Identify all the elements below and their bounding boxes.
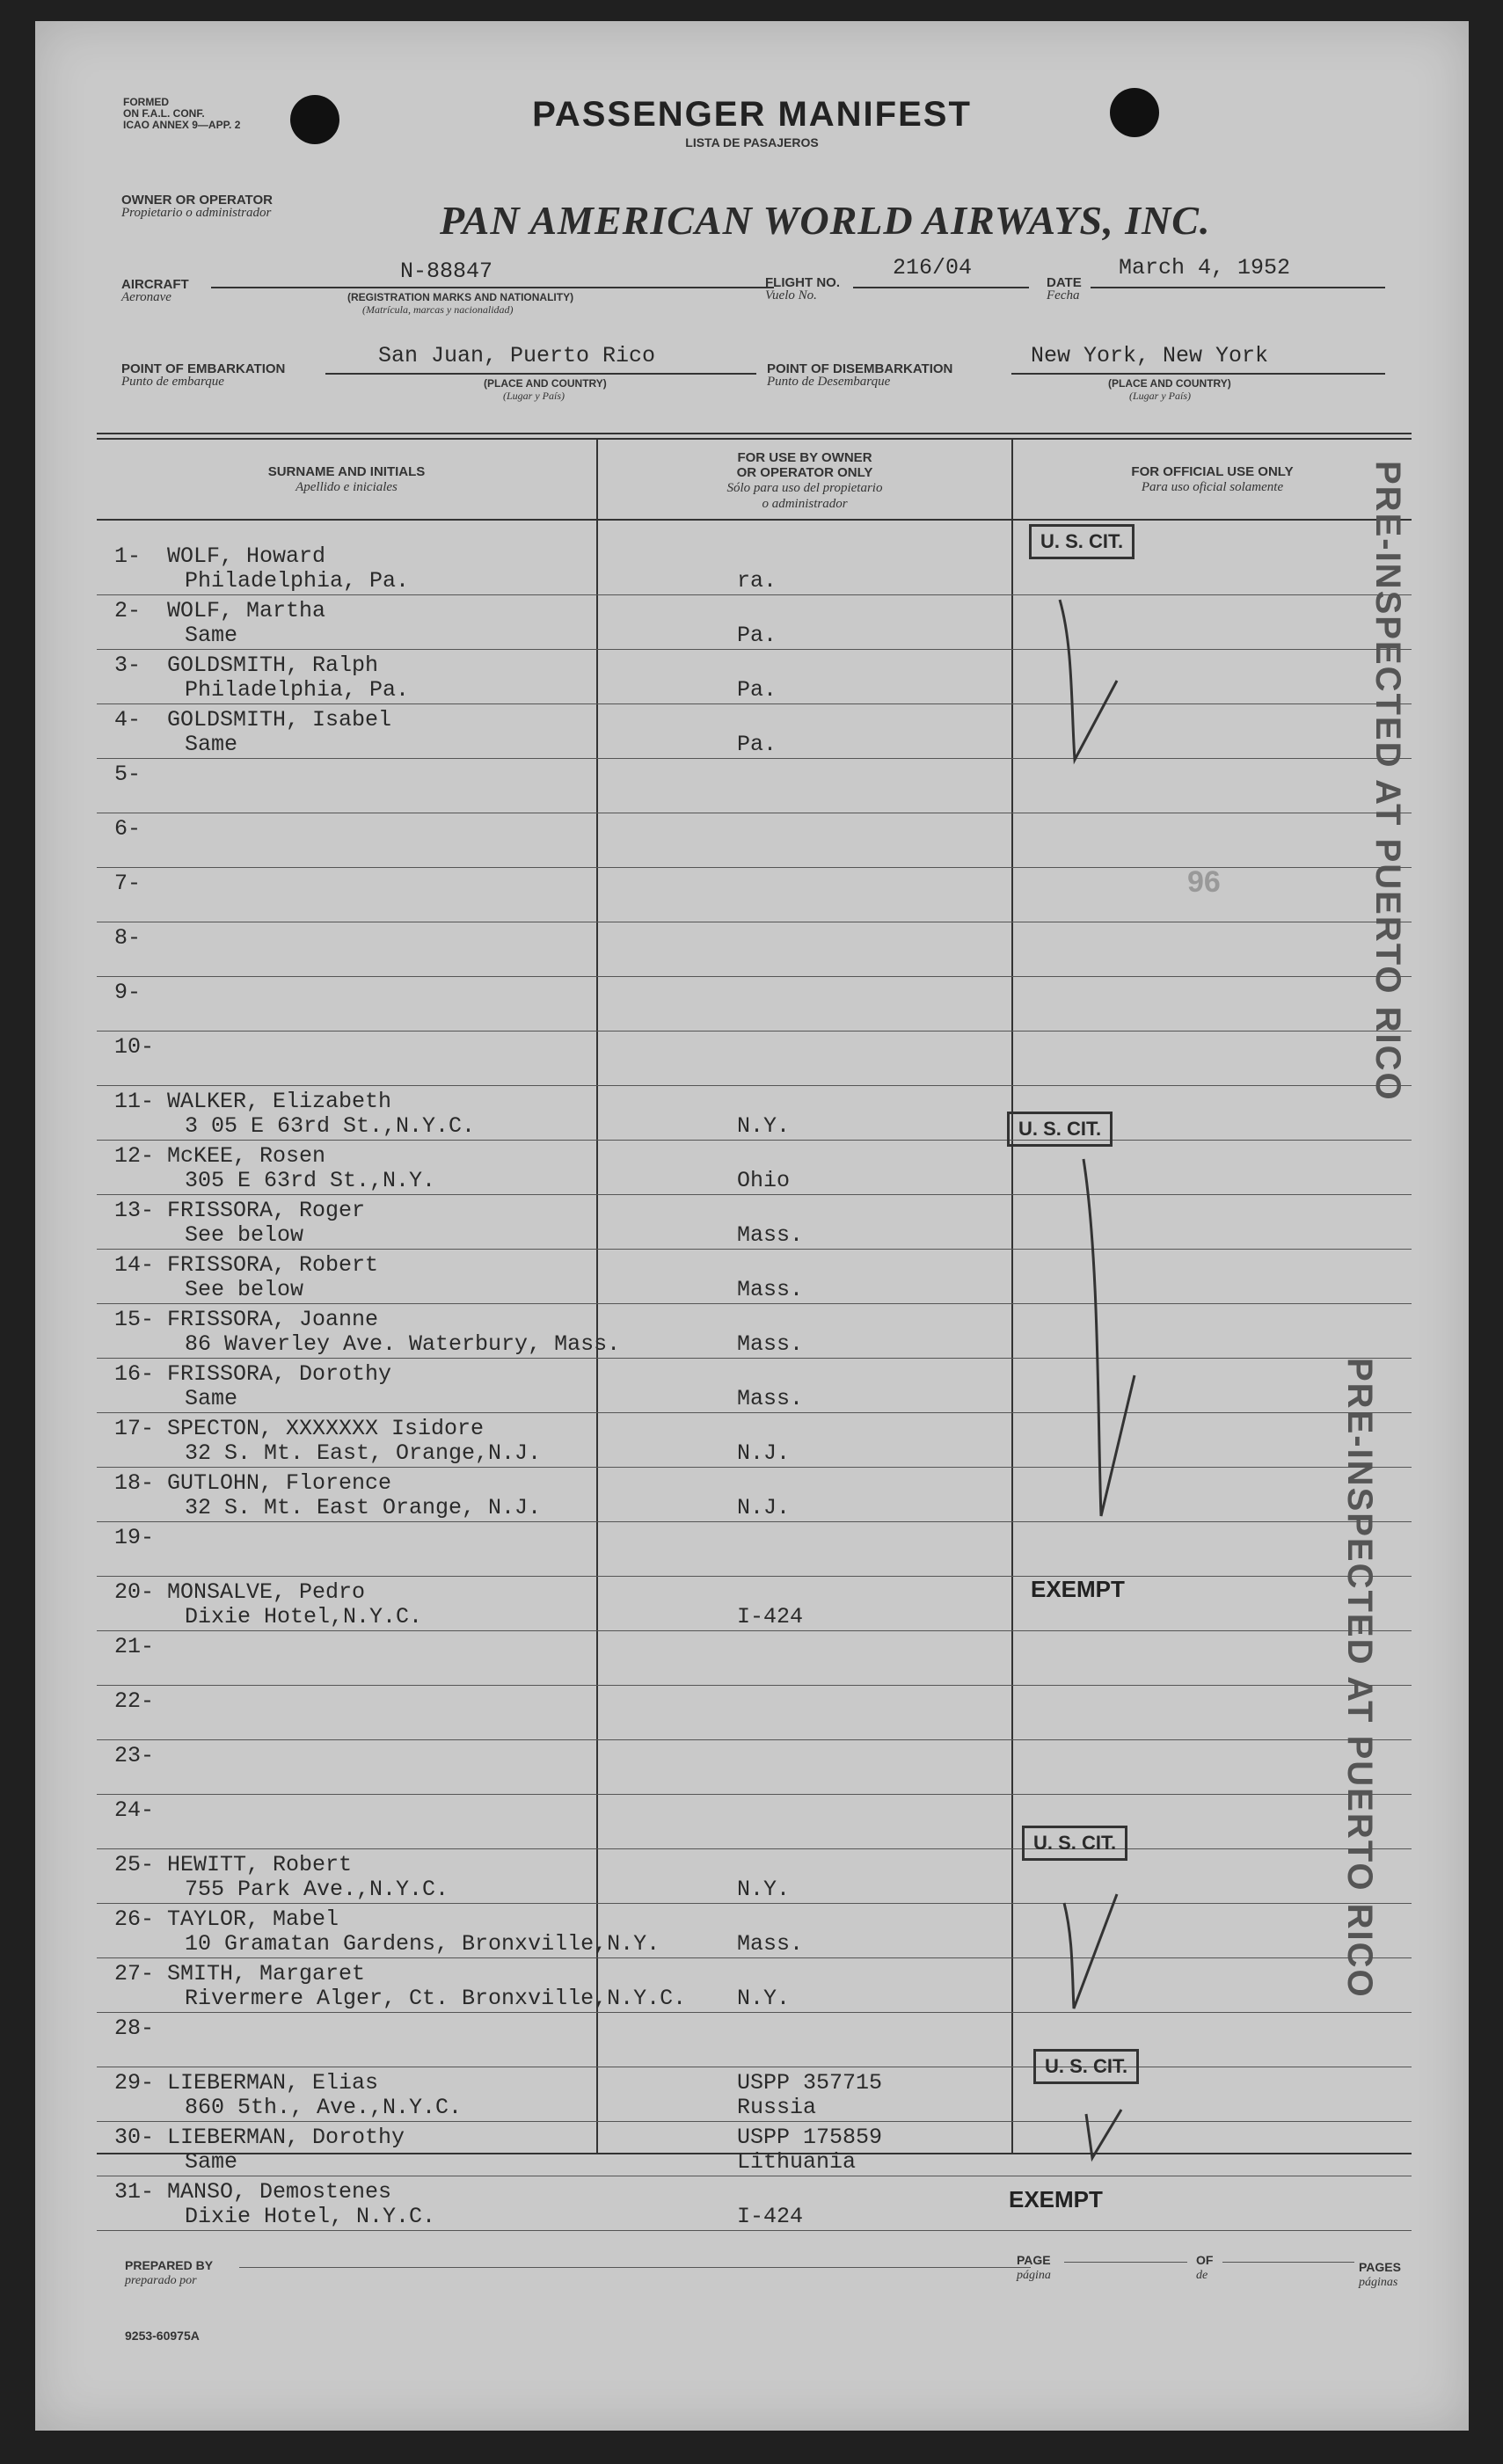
owner-use-value: Pa.	[737, 732, 777, 757]
embark-place-note: (PLACE AND COUNTRY)	[484, 377, 607, 390]
registration-note-es: (Matrícula, marcas y nacionalidad)	[362, 303, 514, 316]
passenger-name: GOLDSMITH, Isabel	[167, 707, 392, 733]
owner-use-value: N.Y.	[737, 1113, 791, 1139]
page-line	[1064, 2262, 1187, 2263]
page-label: PAGE	[1017, 2253, 1051, 2267]
column-header-surname	[97, 464, 596, 495]
pages-label-es: páginas	[1359, 2276, 1398, 2289]
passenger-address: 755 Park Ave.,N.Y.C.	[185, 1877, 449, 1902]
column-header-owner-use	[598, 450, 1011, 512]
us-cit-stamp: U. S. CIT.	[1007, 1112, 1113, 1147]
row-separator	[97, 1249, 1412, 1250]
owner-use-value: Mass.	[737, 1931, 804, 1957]
row-number: 1-	[114, 543, 142, 569]
owner-use-value: N.J.	[737, 1495, 791, 1520]
row-number: 20-	[114, 1579, 155, 1605]
passenger-address: Philadelphia, Pa.	[185, 677, 410, 703]
row-number: 24-	[114, 1797, 155, 1823]
passenger-address: 305 E 63rd St.,N.Y.	[185, 1168, 436, 1193]
aircraft-label: AIRCRAFT	[121, 277, 189, 292]
disembark-value: New York, New York	[1031, 343, 1269, 368]
row-separator	[97, 1576, 1412, 1577]
row-number: 22-	[114, 1688, 155, 1714]
exempt-stamp: EXEMPT	[1031, 1576, 1125, 1602]
passenger-name: WOLF, Howard	[167, 543, 326, 569]
header-bottom-rule	[97, 519, 1412, 521]
row-separator	[97, 2121, 1412, 2122]
page-title: PASSENGER MANIFEST	[532, 95, 972, 134]
registration-note: (REGISTRATION MARKS AND NATIONALITY)	[347, 291, 574, 303]
owner-label: OWNER OR OPERATOR	[121, 193, 273, 208]
exempt-stamp: EXEMPT	[1009, 2186, 1103, 2212]
passenger-address: See below	[185, 1277, 304, 1302]
passenger-address: 32 S. Mt. East, Orange,N.J.	[185, 1440, 542, 1466]
disembark-line	[1011, 373, 1385, 375]
row-number: 13-	[114, 1198, 155, 1223]
check-mark-icon	[1055, 593, 1135, 769]
passenger-name: SMITH, Margaret	[167, 1961, 366, 1987]
row-separator	[97, 1140, 1412, 1141]
row-number: 5-	[114, 762, 142, 787]
row-number: 17-	[114, 1416, 155, 1441]
row-number: 9-	[114, 980, 142, 1005]
owner-use-value: Lithuania	[737, 2149, 857, 2175]
row-separator	[97, 2230, 1412, 2231]
row-number: 26-	[114, 1906, 155, 1932]
column-header-surname-label: SURNAME AND INITIALS	[267, 464, 426, 479]
row-number: 14-	[114, 1252, 155, 1278]
passenger-name: WALKER, Elizabeth	[167, 1089, 392, 1114]
owner-value: PAN AMERICAN WORLD AIRWAYS, INC.	[440, 198, 1211, 243]
passenger-name: FRISSORA, Roger	[167, 1198, 366, 1223]
row-separator	[97, 1685, 1412, 1686]
flight-line	[853, 287, 1029, 288]
us-cit-stamp: U. S. CIT.	[1029, 524, 1135, 559]
owner-use-value: Pa.	[737, 623, 777, 648]
embark-place-note-es: (Lugar y País)	[503, 390, 565, 402]
owner-use-value: Pa.	[737, 677, 777, 703]
row-number: 16-	[114, 1361, 155, 1387]
row-number: 12-	[114, 1143, 155, 1169]
passenger-name: LIEBERMAN, Elias	[167, 2070, 379, 2096]
passenger-name: FRISSORA, Dorothy	[167, 1361, 392, 1387]
owner-use-value: I-424	[737, 2204, 804, 2229]
preinspected-stamp: PRE-INSPECTED AT PUERTO RICO	[1368, 461, 1407, 1102]
row-number: 6-	[114, 816, 142, 842]
passenger-name: GUTLOHN, Florence	[167, 1470, 392, 1496]
row-separator	[97, 1085, 1412, 1086]
manifest-sheet	[35, 21, 1469, 2431]
date-label-es: Fecha	[1047, 288, 1080, 303]
prepared-by-label-es: preparado por	[125, 2274, 197, 2287]
of-label: OF	[1196, 2253, 1214, 2267]
preinspected-stamp: PRE-INSPECTED AT PUERTO RICO	[1340, 1358, 1379, 1999]
owner-use-value: USPP 357715	[737, 2070, 883, 2096]
passenger-name: LIEBERMAN, Dorothy	[167, 2125, 405, 2150]
row-separator	[97, 1031, 1412, 1032]
disembark-place-note-es: (Lugar y País)	[1129, 390, 1191, 402]
check-mark-icon	[1082, 1155, 1161, 1525]
owner-use-value: Russia	[737, 2095, 817, 2120]
prepared-by-label: PREPARED BY	[125, 2258, 214, 2272]
disembark-label-es: Punto de Desembarque	[767, 375, 891, 389]
date-value: March 4, 1952	[1119, 255, 1291, 281]
row-number: 4-	[114, 707, 142, 733]
owner-use-value: N.Y.	[737, 1877, 791, 1902]
form-number: 9253-60975A	[125, 2329, 200, 2343]
row-number: 2-	[114, 598, 142, 623]
passenger-address: Philadelphia, Pa.	[185, 568, 410, 594]
pages-label: PAGES	[1359, 2260, 1401, 2274]
owner-use-value: Ohio	[737, 1168, 791, 1193]
passenger-address: Same	[185, 1386, 238, 1411]
row-separator	[97, 758, 1412, 759]
aircraft-value: N-88847	[400, 259, 493, 284]
passenger-address: Dixie Hotel, N.Y.C.	[185, 2204, 436, 2229]
check-mark-icon	[1082, 2105, 1143, 2167]
passenger-address: Dixie Hotel,N.Y.C.	[185, 1604, 423, 1629]
row-separator	[97, 1630, 1412, 1631]
row-separator	[97, 1412, 1412, 1413]
aircraft-label-es: Aeronave	[121, 290, 171, 304]
flight-label: FLIGHT NO.	[765, 275, 840, 290]
passenger-address: 10 Gramatan Gardens, Bronxville,N.Y.	[185, 1931, 660, 1957]
prepared-by-line	[239, 2267, 1031, 2268]
row-separator	[97, 1303, 1412, 1304]
passenger-address: Same	[185, 623, 238, 648]
passenger-name: McKEE, Rosen	[167, 1143, 326, 1169]
page-subtitle: LISTA DE PASAJEROS	[685, 135, 819, 149]
date-label: DATE	[1047, 275, 1082, 290]
embark-label-es: Punto de embarque	[121, 375, 224, 389]
form-note-line: ON F.A.L. CONF.	[123, 107, 205, 120]
column-divider-1	[596, 438, 598, 2153]
column-header-owner-line: OR OPERATOR ONLY	[736, 465, 873, 480]
passenger-name: HEWITT, Robert	[167, 1852, 353, 1877]
passenger-address: Same	[185, 732, 238, 757]
row-separator	[97, 649, 1412, 650]
row-separator	[97, 1739, 1412, 1740]
row-number: 7-	[114, 871, 142, 896]
row-separator	[97, 1467, 1412, 1468]
row-number: 3-	[114, 652, 142, 678]
page-label-es: página	[1017, 2269, 1051, 2282]
column-header-owner-line: FOR USE BY OWNER	[737, 450, 872, 465]
passenger-address: Rivermere Alger, Ct. Bronxville,N.Y.C.	[185, 1986, 687, 2011]
owner-use-value: Mass.	[737, 1331, 804, 1357]
flight-value: 216/04	[893, 255, 973, 281]
passenger-name: MANSO, Demostenes	[167, 2179, 392, 2205]
row-number: 11-	[114, 1089, 155, 1114]
passenger-name: GOLDSMITH, Ralph	[167, 652, 379, 678]
column-header-owner-es: Sólo para uso del propietario	[726, 481, 883, 495]
row-separator	[97, 976, 1412, 977]
aircraft-line	[211, 287, 774, 288]
owner-use-value: N.J.	[737, 1440, 791, 1466]
owner-use-value: Mass.	[737, 1222, 804, 1248]
owner-label-es: Propietario o administrador	[121, 206, 272, 220]
row-number: 30-	[114, 2125, 155, 2150]
of-line	[1222, 2262, 1354, 2263]
passenger-name: TAYLOR, Mabel	[167, 1906, 339, 1932]
form-note-line: ICAO ANNEX 9—APP. 2	[123, 119, 241, 131]
column-header-official-label: FOR OFFICIAL USE ONLY	[1131, 464, 1294, 479]
owner-use-value: ra.	[737, 568, 777, 594]
row-number: 18-	[114, 1470, 155, 1496]
passenger-name: WOLF, Martha	[167, 598, 326, 623]
owner-use-value: Mass.	[737, 1277, 804, 1302]
row-number: 31-	[114, 2179, 155, 2205]
flight-label-es: Vuelo No.	[765, 288, 817, 303]
passenger-name: FRISSORA, Robert	[167, 1252, 379, 1278]
passenger-address: See below	[185, 1222, 304, 1248]
check-mark-icon	[1060, 1877, 1139, 2017]
column-divider-2	[1011, 438, 1013, 2153]
passenger-address: Same	[185, 2149, 238, 2175]
embark-value: San Juan, Puerto Rico	[378, 343, 656, 368]
column-header-official-es: Para uso oficial solamente	[1141, 480, 1284, 494]
row-separator	[97, 1358, 1412, 1359]
passenger-address: 32 S. Mt. East Orange, N.J.	[185, 1495, 542, 1520]
row-number: 15-	[114, 1307, 155, 1332]
us-cit-stamp: U. S. CIT.	[1033, 2049, 1139, 2084]
row-separator	[97, 1794, 1412, 1795]
disembark-label: POINT OF DISEMBARKATION	[767, 361, 953, 376]
row-number: 21-	[114, 1634, 155, 1659]
row-number: 19-	[114, 1525, 155, 1550]
owner-use-value: I-424	[737, 1604, 804, 1629]
embark-line	[325, 373, 756, 375]
column-header-owner-es: o administrador	[762, 497, 848, 511]
row-separator	[97, 594, 1412, 595]
of-label-es: de	[1196, 2269, 1208, 2282]
owner-use-value: USPP 175859	[737, 2125, 883, 2150]
form-note-line: FORMED	[123, 96, 169, 108]
passenger-name: MONSALVE, Pedro	[167, 1579, 366, 1605]
passenger-name: SPECTON, XXXXXXX Isidore	[167, 1416, 485, 1441]
row-number: 28-	[114, 2016, 155, 2041]
column-header-surname-es: Apellido e iniciales	[295, 480, 398, 494]
passenger-address: 86 Waverley Ave. Waterbury, Mass.	[185, 1331, 621, 1357]
row-separator	[97, 1521, 1412, 1522]
passenger-name: FRISSORA, Joanne	[167, 1307, 379, 1332]
date-line	[1091, 287, 1385, 288]
row-separator	[97, 1903, 1412, 1904]
table-top-rule-2	[97, 438, 1412, 440]
row-separator	[97, 1848, 1412, 1849]
passenger-address: 860 5th., Ave.,N.Y.C.	[185, 2095, 463, 2120]
row-number: 27-	[114, 1961, 155, 1987]
us-cit-stamp: U. S. CIT.	[1022, 1826, 1127, 1861]
row-number: 29-	[114, 2070, 155, 2096]
page-mark: 96	[1187, 865, 1221, 899]
row-separator	[97, 1194, 1412, 1195]
row-number: 25-	[114, 1852, 155, 1877]
embark-label: POINT OF EMBARKATION	[121, 361, 286, 376]
row-separator	[97, 703, 1412, 704]
passenger-address: 3 05 E 63rd St.,N.Y.C.	[185, 1113, 476, 1139]
row-number: 8-	[114, 925, 142, 951]
disembark-place-note: (PLACE AND COUNTRY)	[1108, 377, 1231, 390]
table-top-rule	[97, 433, 1412, 434]
owner-use-value: N.Y.	[737, 1986, 791, 2011]
row-number: 23-	[114, 1743, 155, 1768]
row-separator	[97, 1957, 1412, 1958]
row-number: 10-	[114, 1034, 155, 1060]
owner-use-value: Mass.	[737, 1386, 804, 1411]
row-separator	[97, 2012, 1412, 2013]
column-header-official	[1013, 464, 1412, 495]
